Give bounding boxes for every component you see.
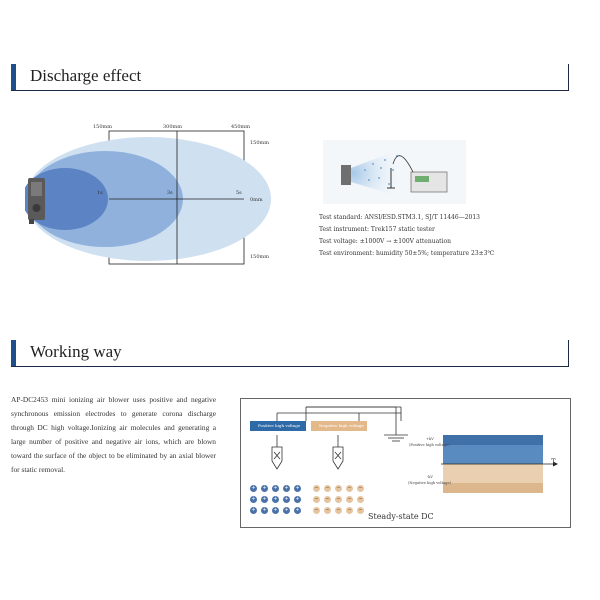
time-label-3s: 3s bbox=[167, 190, 173, 196]
top-label-450: 450mm bbox=[231, 124, 251, 130]
negative-ion: − bbox=[314, 485, 319, 491]
positive-ion: + bbox=[251, 507, 256, 513]
circuit-lines bbox=[241, 399, 570, 527]
right-label-150-bottom: 150mm bbox=[250, 254, 270, 260]
positive-high-voltage-box: Positive high voltage bbox=[250, 421, 306, 431]
negative-ion: − bbox=[325, 485, 330, 491]
negative-ion: − bbox=[358, 496, 363, 502]
positive-ion: + bbox=[295, 485, 300, 491]
test-instrument: Test instrument: Trek157 static tester bbox=[319, 226, 435, 233]
positive-ion: + bbox=[284, 507, 289, 513]
emitter-electrode-positive bbox=[272, 447, 282, 469]
discharge-range-diagram bbox=[25, 118, 285, 273]
positive-ion: + bbox=[262, 485, 267, 491]
test-standard: Test standard: ANSI/ESD.STM3.1, SJ/T 11446—2013 bbox=[319, 214, 480, 221]
negative-ion: − bbox=[358, 485, 363, 491]
positive-ion: + bbox=[273, 507, 278, 513]
section-header-discharge bbox=[11, 64, 569, 91]
diagram-caption: Steady-state DC bbox=[368, 512, 434, 521]
blower-icon bbox=[341, 165, 351, 185]
positive-ion: + bbox=[251, 485, 256, 491]
positive-ion: + bbox=[284, 496, 289, 502]
positive-ion: + bbox=[273, 485, 278, 491]
time-label-5s: 5s bbox=[236, 190, 242, 196]
negative-kv-label: -kV bbox=[427, 475, 433, 479]
test-voltage: Test voltage: ±1000V → ±100V attenuation bbox=[319, 238, 451, 245]
negative-ion: − bbox=[347, 485, 352, 491]
test-setup-photo bbox=[323, 140, 466, 204]
positive-ion: + bbox=[262, 496, 267, 502]
positive-ion: + bbox=[262, 507, 267, 513]
negative-ion: − bbox=[325, 507, 330, 513]
positive-ion: + bbox=[251, 496, 256, 502]
section-title: Discharge effect bbox=[30, 66, 142, 85]
time-axis-label: T bbox=[551, 458, 556, 466]
negative-ion: − bbox=[336, 496, 341, 502]
negative-ion: − bbox=[347, 496, 352, 502]
negative-ion: − bbox=[336, 485, 341, 491]
emitter-electrode-negative bbox=[333, 447, 343, 469]
time-label-1s: 1s bbox=[97, 190, 103, 196]
positive-ion: + bbox=[284, 485, 289, 491]
negative-ion: − bbox=[358, 507, 363, 513]
positive-kv-label: +kV bbox=[426, 437, 434, 441]
section-accent-bar bbox=[11, 340, 16, 366]
right-label-150-top: 150mm bbox=[250, 140, 270, 146]
negative-high-voltage-box: Negative high voltage bbox=[311, 421, 367, 431]
section-accent-bar bbox=[11, 64, 16, 90]
test-environment: Test environment: humidity 50±5%; temperature 23±3℃ bbox=[319, 250, 495, 257]
right-label-0: 0mm bbox=[250, 197, 263, 203]
top-label-300: 300mm bbox=[163, 124, 183, 130]
working-principle-diagram bbox=[240, 398, 571, 528]
negative-ion: − bbox=[347, 507, 352, 513]
section-header-working bbox=[11, 340, 569, 367]
ionizer-device-icon bbox=[28, 178, 45, 224]
top-label-150: 150mm bbox=[93, 124, 113, 130]
positive-kv-sublabel: (Positive high voltage) bbox=[409, 443, 450, 447]
negative-ion: − bbox=[325, 496, 330, 502]
negative-ion: − bbox=[336, 507, 341, 513]
positive-ion: + bbox=[295, 496, 300, 502]
positive-ion: + bbox=[273, 496, 278, 502]
negative-kv-sublabel: (Negative high voltage) bbox=[408, 481, 451, 485]
section-title: Working way bbox=[30, 342, 122, 361]
negative-ion: − bbox=[314, 496, 319, 502]
negative-ion: − bbox=[314, 507, 319, 513]
working-description: AP-DC2453 mini ionizing air blower uses positive and negative synchronous emission electrodes to generate corona discharge through DC high voltage.Ionizing air molecules and generating a large number of positive and negative air ions, which are blown toward the surface of the object to be eliminated by an axial blower for static removal. bbox=[11, 395, 216, 474]
positive-ion: + bbox=[295, 507, 300, 513]
